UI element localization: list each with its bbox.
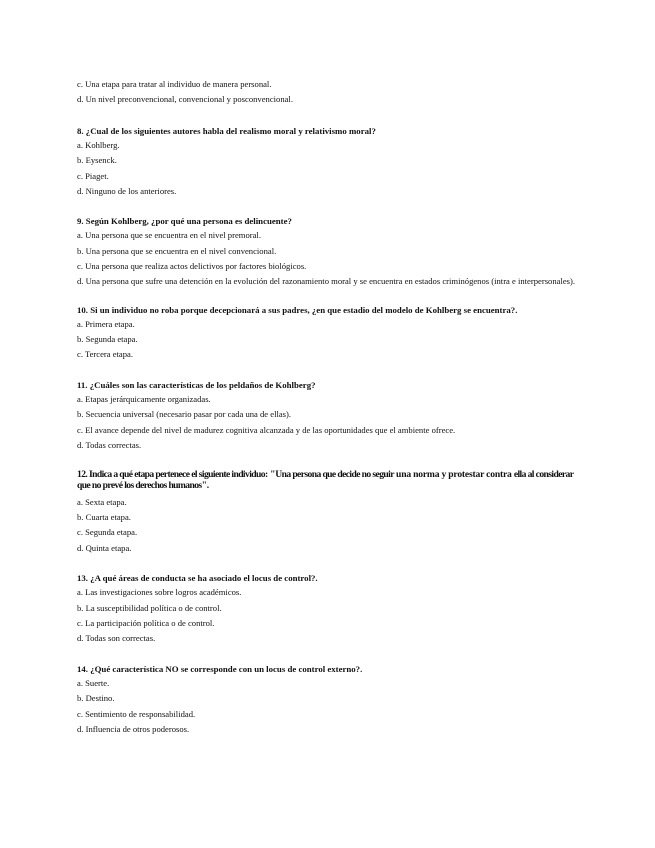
- option-a: a. Primera etapa.: [77, 318, 135, 329]
- question-13: [77, 571, 582, 647]
- option-d: d. Ninguno de los anteriores.: [77, 186, 177, 197]
- question-11: [77, 378, 582, 454]
- option-c: c. Una persona que realiza actos delictivos por factores biológicos.: [77, 261, 307, 272]
- option-b: b. Segunda etapa.: [77, 334, 138, 345]
- option-b: b. Secuencia universal (necesario pasar por cada una de ellas).: [77, 409, 292, 420]
- option-b: b. Eysenck.: [77, 155, 117, 166]
- question-7-tail: [77, 77, 582, 108]
- question-12: [77, 469, 582, 557]
- question-title: 14. ¿Qué característica NO se corresponde con un locus de control externo?.: [77, 663, 363, 674]
- option-d: d. Todas correctas.: [77, 440, 142, 451]
- question-title-part: 12. Indica a qué etapa pertenece el siguiente individuo: [77, 468, 265, 480]
- question-title: [77, 469, 582, 492]
- option-c: c. La participación política o de control.: [77, 617, 215, 628]
- option-d: d. Quinta etapa.: [77, 542, 132, 553]
- option-d: d. Un nivel preconvencional, convencional y posconvencional.: [77, 94, 293, 105]
- option-c: c. Piaget.: [77, 170, 109, 181]
- option-c: c. El avance depende del nivel de madurez cognitiva alcanzada y de las oportunidades que el ambiente ofrece.: [77, 424, 456, 435]
- option-a: a. Sexta etapa.: [77, 496, 127, 507]
- option-a: a. Suerte.: [77, 677, 110, 688]
- option-b: b. La susceptibilidad política o de control.: [77, 602, 222, 613]
- question-title-part: : ": [264, 468, 276, 480]
- option-a: a. Las investigaciones sobre logros académicos.: [77, 587, 242, 598]
- option-a: a. Una persona que se encuentra en el nivel premoral.: [77, 230, 261, 241]
- option-b: b. Una persona que se encuentra en el nivel convencional.: [77, 245, 277, 256]
- option-c: c. Una etapa para tratar al individuo de manera personal.: [77, 79, 272, 89]
- question-9: [77, 214, 582, 287]
- question-title: 13. ¿A qué áreas de conducta se ha asociado el locus de control?.: [77, 573, 318, 584]
- option-a: a. Etapas jerárquicamente organizadas.: [77, 393, 211, 404]
- question-title: 11. ¿Cuáles son las características de los peldaños de Kohlberg?: [77, 379, 316, 390]
- option-b: b. Cuarta etapa.: [77, 511, 131, 522]
- option-c: c. Tercera etapa.: [77, 349, 134, 360]
- question-10: [77, 303, 582, 363]
- question-title: 10. Si un individuo no roba porque decepcionará a sus padres, ¿en que estadio del modelo de Kohlberg se encuentra?.: [77, 304, 518, 315]
- document-content: [77, 77, 582, 752]
- option-d: d. Una persona que sufre una detención en la evolución del razonamiento moral y se encuentra en estados criminógenos (intra e interpersonales).: [77, 275, 576, 286]
- option-c: c. Segunda etapa.: [77, 527, 138, 538]
- option-b: b. Destino.: [77, 693, 115, 704]
- question-title-part: una norma y protestar contra: [393, 468, 514, 480]
- option-d: d. Todas son correctas.: [77, 633, 156, 644]
- question-14: [77, 662, 582, 738]
- question-title: 8. ¿Cual de los siguientes autores habla del realismo moral y relativismo moral?: [77, 125, 376, 136]
- question-8: [77, 124, 582, 200]
- option-d: d. Influencia de otros poderosos.: [77, 723, 190, 734]
- question-title: 9. Según Kohlberg, ¿por qué una persona es delincuente?: [77, 216, 292, 227]
- option-a: a. Kohlberg.: [77, 139, 120, 150]
- option-c: c. Sentimiento de responsabilidad.: [77, 708, 196, 719]
- question-title-part: ".: [201, 480, 209, 491]
- question-title-part: ella al considerar que no prevé los derechos humanos: [77, 468, 574, 491]
- question-title-part: Una persona que decide no seguir: [275, 468, 394, 480]
